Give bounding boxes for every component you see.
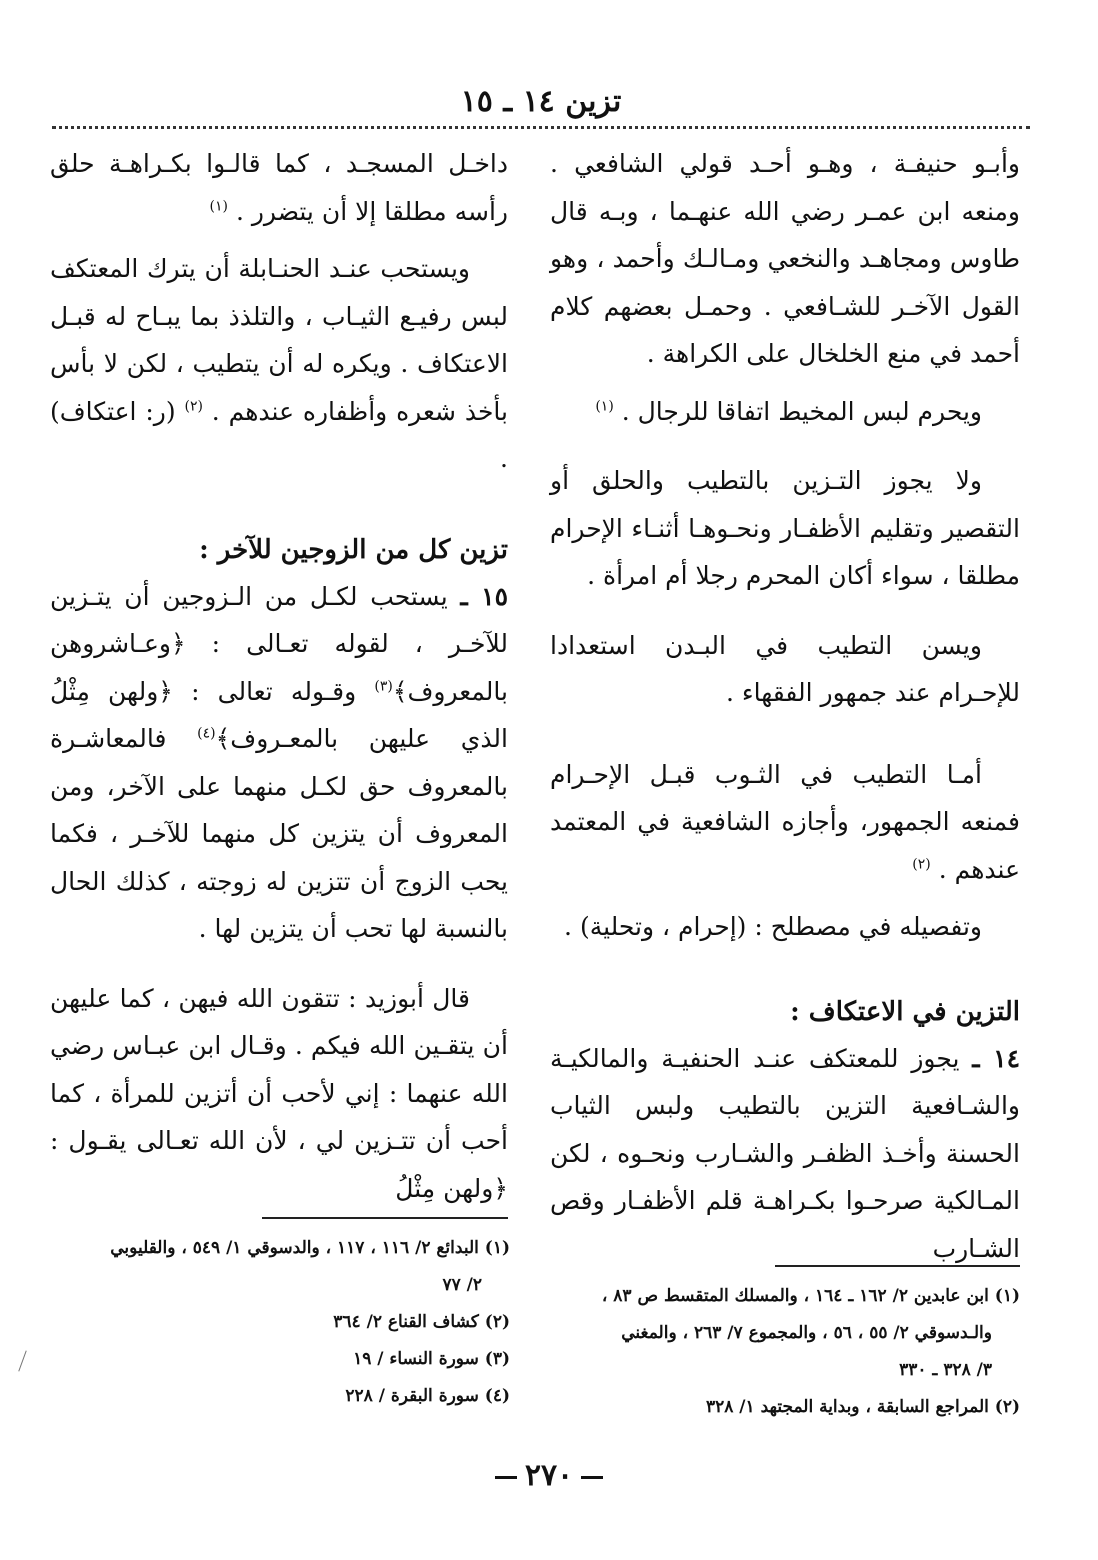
paragraph: ويحرم لبس المخيط اتفاقا للرجال . $^{(١)}$	[595, 396, 982, 426]
paragraph: ولا يجوز التـزين بالتطيب والحلق أو التقصير وتقليم الأظفـار ونحـوهـا أثنـاء الإحرام مطلقا ، سواء أكان المحرم رجلا أم امرأة .	[550, 466, 1020, 590]
footnote-ref: (١)	[595, 398, 614, 415]
left-column	[50, 140, 508, 1222]
footnote-ref: (٢)	[912, 856, 931, 873]
dash-decoration	[581, 1476, 603, 1479]
footnotes-left	[50, 1230, 510, 1415]
footnote-ref: (١)	[209, 198, 228, 215]
paragraph: ويستحب عنـد الحنـابلة أن يترك المعتكف لبس رفيـع الثيـاب ، والتلذذ بما يبـاح له قبـل الاعتكاف . ويكره له أن يتطيب ، لكن لا بأس بأخذ شعره وأظفاره عندهم . $^{(٢)}$ (ر: اعتكاف) .	[50, 254, 508, 473]
footnote-ref: (٣)	[374, 678, 393, 695]
page-number: ٢٧٠	[0, 1458, 1098, 1493]
dash-decoration	[495, 1476, 517, 1479]
footnotes-right	[550, 1278, 1020, 1426]
section-number: ١٤ ـ	[972, 1043, 1020, 1073]
footnote: (٢) كشاف القناع ٢/ ٣٦٤	[333, 1312, 510, 1332]
right-column	[550, 140, 1020, 1282]
paragraph: ١٥ ـ يستحب لكـل من الـزوجين أن يتـزين للآخـر ، لقوله تعـالى : ﴿وعـاشروهن بالمعروف﴾$^{(٣)}$ وقـوله تعالى : ﴿ولهن مِثْلُ الذي عليهن بالمعـروف﴾$^{(٤)}$ فالمعاشـرة بالمعروف حق لكـل منهما على الآخر، ومن المعروف أن يتزين كل منهما للآخـر ، فكما يحب الزوج أن تتزين له زوجته ، كذلك الحال بالنسبة لها تحب أن يتزين لها .	[50, 581, 508, 943]
footnote-separator	[262, 1217, 508, 1219]
paragraph: أمـا التطيب في الثـوب قبـل الإحـرام فمنعه الجمهور، وأجازه الشافعية في المعتمد عندهم . $^{(٢)}$	[550, 759, 1020, 884]
footnote-continuation: والـدسوقي ٢/ ٥٥ ، ٥٦ ، والمجموع ٧/ ٢٦٣ ، والمغني	[621, 1323, 992, 1343]
paragraph: وأبـو حنيفـة ، وهـو أحـد قولي الشافعي . ومنعه ابن عمـر رضي الله عنهـما ، وبـه قال طاوس ومجاهـد والنخعي ومـالـك وأحمد ، وهو القول الآخـر للشـافعي . وحمـل بعضهم كلام أحمد في منع الخلخال على الكراهة .	[550, 149, 1020, 368]
footnote: (١) البدائع ٢/ ١١٦ ، ١١٧ ، والدسوقي ١/ ٥٤٩ ، والقليوبي	[110, 1238, 510, 1258]
footnote-continuation: ٣/ ٣٢٨ ـ ٣٣٠	[899, 1360, 992, 1380]
section-heading: التزين في الاعتكاف :	[790, 996, 1020, 1027]
footnote-ref: (٤)	[197, 725, 216, 742]
footnote: (٣) سورة النساء / ١٩	[353, 1349, 510, 1369]
footnote-ref: (٢)	[184, 398, 203, 415]
paragraph: ويسن التطيب في البـدن استعدادا للإحـرام عند جمهور الفقهاء .	[550, 630, 1020, 707]
running-header	[52, 82, 1030, 129]
footnote: (١) ابن عابدين ٢/ ١٦٢ ـ ١٦٤ ، والمسلك المتقسط ص ٨٣ ،	[601, 1286, 1020, 1306]
footnote: (٤) سورة البقرة / ٢٢٨	[345, 1386, 510, 1406]
scan-mark	[18, 1350, 26, 1371]
page-title: تزين ١٤ ـ ١٥	[460, 84, 622, 119]
paragraph: داخـل المسجـد ، كما قالـوا بكـراهـة حلق رأسه مطلقا إلا أن يتضرر . $^{(١)}$	[50, 149, 508, 226]
footnote-separator	[775, 1265, 1020, 1267]
paragraph: وتفصيله في مصطلح : (إحرام ، وتحلية) .	[564, 912, 982, 941]
paragraph: قال أبوزيد : تتقون الله فيهن ، كما عليهن أن يتقـين الله فيكم . وقـال ابن عبـاس رضي الله عنهما : إني لأحب أن أتزين للمرأة ، كما أحب أن تتـزين لي ، لأن الله تعـالى يقـول : ﴿ولهن مِثْلُ	[50, 983, 508, 1203]
paragraph: ١٤ ـ يجوز للمعتكف عنـد الحنفيـة والمالكيـة والشـافعية التزين بالتطيب ولبس الثياب الحسنة وأخـذ الظفـر والشـارب ونحـوه ، لكن المـالكية صرحـوا بكـراهـة قلم الأظفـار وقص الشـارب	[550, 1043, 1020, 1263]
footnote: (٢) المراجع السابقة ، وبداية المجتهد ١/ ٣٢٨	[705, 1397, 1020, 1417]
section-number: ١٥ ـ	[460, 581, 508, 611]
section-heading: تزين كل من الزوجين للآخر :	[199, 534, 508, 565]
footnote-continuation: ٢/ ٧٧	[442, 1275, 482, 1295]
